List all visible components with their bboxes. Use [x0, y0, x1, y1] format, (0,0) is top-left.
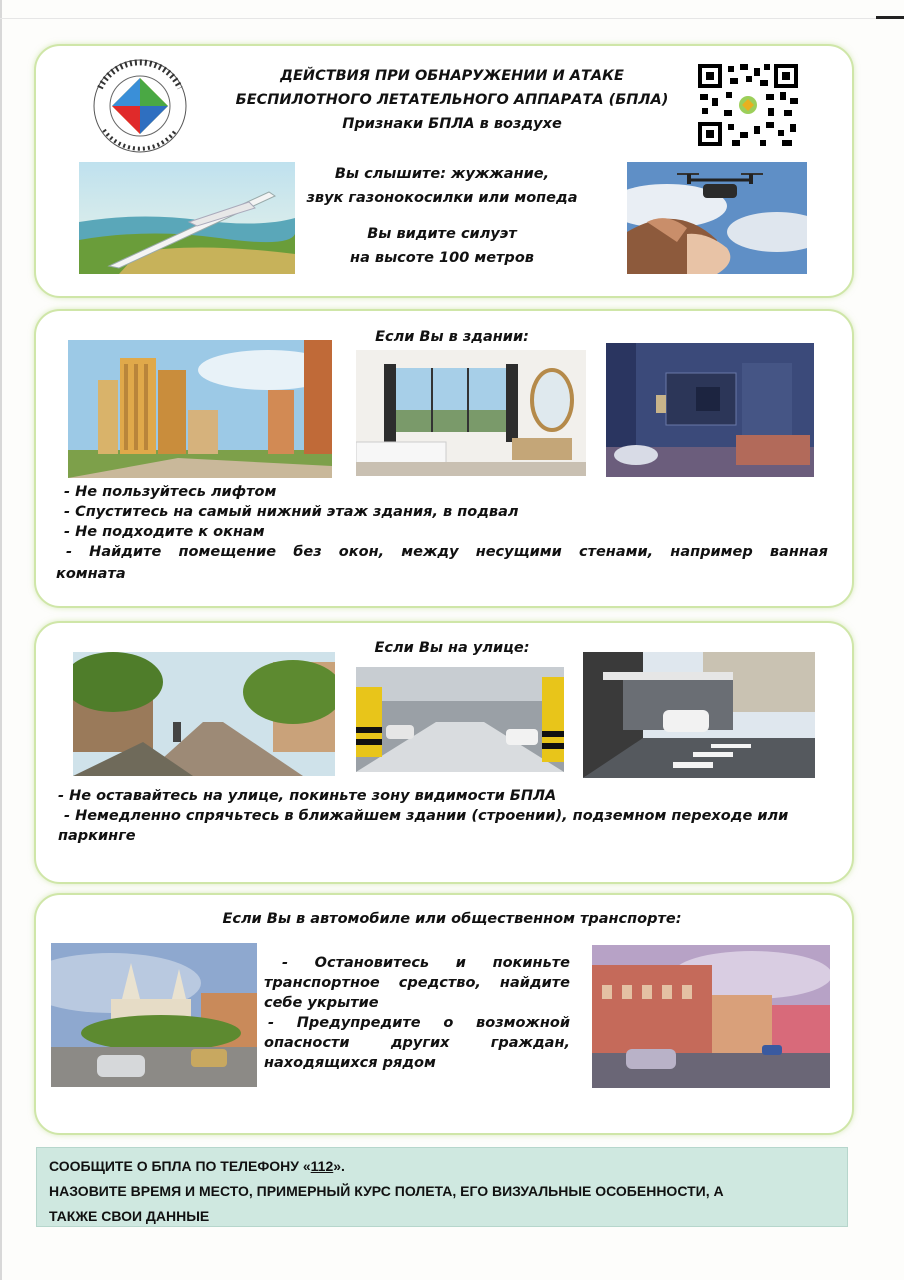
- building-item-1: - Не пользуйтесь лифтом: [64, 484, 277, 500]
- report-banner: [36, 1147, 848, 1227]
- transport-line-4: - Предупредите о возможной: [268, 1015, 570, 1031]
- evening-street-image: [592, 945, 830, 1088]
- street-item-2: - Немедленно спрячьтесь в ближайшем здании (строении), подземном переходе или: [64, 808, 789, 824]
- transport-line-6: находящихся рядом: [264, 1055, 436, 1071]
- building-heading: Если Вы в здании:: [375, 329, 529, 345]
- signs-subtitle: Признаки БПЛА в воздухе: [342, 116, 562, 132]
- emergency-phone: 112: [310, 1158, 334, 1174]
- street-instructions: [58, 786, 830, 846]
- see-line-1: Вы видите силуэт: [367, 226, 517, 242]
- see-line-2: на высоте 100 метров: [350, 250, 534, 266]
- building-item-2: - Спуститесь на самый нижний этаж здания, в подвал: [64, 504, 519, 520]
- street-item-2-cont: паркинге: [58, 828, 136, 844]
- transport-heading: Если Вы в автомобиле или общественном транспорте:: [222, 911, 682, 927]
- page-edge-top: [0, 18, 904, 19]
- title-line-2: БЕСПИЛОТНОГО ЛЕТАТЕЛЬНОГО АППАРАТА (БПЛА): [235, 92, 669, 108]
- transport-line-2: транспортное средство, найдите: [264, 975, 570, 991]
- building-item-4-cont: комната: [56, 566, 126, 582]
- transport-line-1: - Остановитесь и покиньте: [282, 955, 570, 971]
- street-item-1: - Не оставайтесь на улице, покиньте зону видимости БПЛА: [58, 788, 557, 804]
- city-street-image: [73, 652, 335, 776]
- underground-passage-image: [583, 652, 815, 778]
- report-line-2: НАЗОВИТЕ ВРЕМЯ И МЕСТО, ПРИМЕРНЫЙ КУРС ПОЛЕТА, ЕГО ВИЗУАЛЬНЫЕ ОСОБЕННОСТИ, А: [49, 1183, 724, 1199]
- building-item-4: - Найдите помещение без окон, между несущими стенами, например ванная: [66, 544, 828, 560]
- city-traffic-image: [51, 943, 257, 1087]
- transport-instructions: [264, 953, 570, 1073]
- apartment-room-image: [356, 350, 586, 476]
- corner-mark: [876, 16, 904, 19]
- transport-line-5: опасности других граждан,: [264, 1035, 570, 1051]
- bathroom-image: [606, 343, 814, 477]
- street-heading: Если Вы на улице:: [374, 640, 530, 656]
- report-line-1: СООБЩИТЕ О БПЛА ПО ТЕЛЕФОНУ «112».: [49, 1158, 345, 1174]
- title-line-1: ДЕЙСТВИЯ ПРИ ОБНАРУЖЕНИИ И АТАКЕ: [280, 68, 624, 84]
- building-instructions: [56, 482, 828, 584]
- hear-line-1: Вы слышите: жужжание,: [334, 166, 550, 182]
- quadcopter-drone-image: [627, 162, 807, 274]
- high-rise-buildings-image: [68, 340, 332, 478]
- transport-line-3: себе укрытие: [264, 995, 379, 1011]
- glider-drone-image: [79, 162, 295, 274]
- report-line-3: ТАКЖЕ СВОИ ДАННЫЕ: [49, 1208, 210, 1224]
- qr-code: [696, 62, 800, 148]
- underground-parking-image: [356, 667, 564, 772]
- building-item-3: - Не подходите к окнам: [64, 524, 265, 540]
- signs-text: [290, 162, 594, 270]
- hear-line-2: звук газонокосилки или мопеда: [306, 190, 578, 206]
